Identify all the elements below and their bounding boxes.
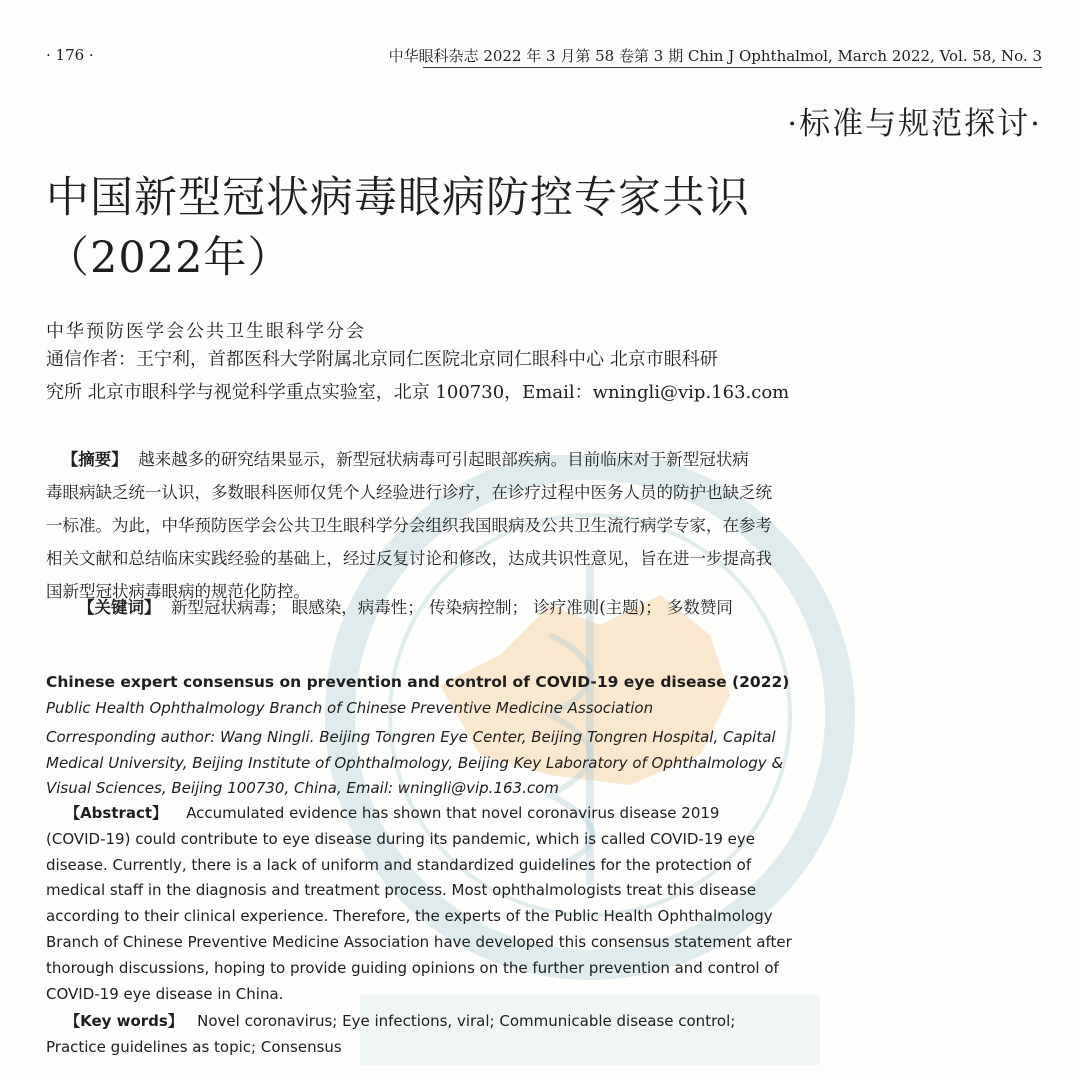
- zh-abstract-label: 【摘要】: [61, 450, 128, 469]
- page-number: · 176 ·: [46, 46, 94, 64]
- zh-keywords-text: 新型冠状病毒； 眼感染，病毒性； 传染病控制； 诊疗准则(主题)； 多数赞同: [171, 598, 733, 617]
- article-title: [46, 168, 846, 288]
- english-abstract-line-1: [46, 801, 852, 827]
- english-title: Chinese expert consensus on prevention and control of COVID-19 eye disease (2022): [46, 673, 790, 691]
- header-rule: [423, 67, 1042, 68]
- english-abstract-line-2: (COVID-19) could contribute to eye disease during its pandemic, which is called COVID-19 eye: [46, 829, 756, 848]
- english-abstract-line-3: disease. Currently, there is a lack of uniform and standardized guidelines for the protection of: [46, 855, 752, 874]
- zh-abstract: [46, 443, 856, 608]
- english-abstract-label: 【Abstract】: [65, 804, 168, 822]
- english-keywords-text-1: Novel coronavirus; Eye infections, viral; Communicable disease control;: [197, 1012, 736, 1030]
- english-abstract: [46, 801, 852, 1007]
- zh-keywords: [78, 594, 733, 618]
- zh-abstract-text-1: 越来越多的研究结果显示，新型冠状病毒可引起眼部疾病。目前临床对于新型冠状病: [138, 450, 749, 469]
- english-org: Public Health Ophthalmology Branch of Chinese Preventive Medicine Association: [46, 699, 654, 717]
- correspondence: [46, 343, 846, 409]
- title-line-1: 中国新型冠状病毒眼病防控专家共识: [46, 173, 750, 223]
- english-abstract-line-7: thorough discussions, hoping to provide guiding opinions on the further prevention and control of: [46, 958, 779, 977]
- english-abstract-line-6: Branch of Chinese Preventive Medicine Association have developed this consensus statement after: [46, 932, 792, 951]
- author-org: 中华预防医学会公共卫生眼科学分会: [46, 321, 366, 342]
- correspondence-line-1: 通信作者：王宁利，首都医科大学附属北京同仁医院北京同仁眼科中心 北京市眼科研: [46, 349, 718, 370]
- english-abstract-text-1: Accumulated evidence has shown that novel coronavirus disease 2019: [186, 804, 720, 822]
- correspondence-line-2: 究所 北京市眼科学与视觉科学重点实验室，北京 100730，Email：wningli@vip.163.com: [46, 382, 790, 403]
- zh-abstract-line-5: 国新型冠状病毒眼病的规范化防控。: [46, 582, 310, 601]
- english-abstract-line-8: COVID-19 eye disease in China.: [46, 984, 284, 1003]
- english-keywords: [46, 1008, 852, 1060]
- english-keywords-line-2: Practice guidelines as topic; Consensus: [46, 1038, 342, 1056]
- zh-abstract-line-2: 毒眼病缺乏统一认识，多数眼科医师仅凭个人经验进行诊疗，在诊疗过程中医务人员的防护也缺乏统: [46, 483, 772, 502]
- zh-abstract-line-4: 相关文献和总结临床实践经验的基础上，经过反复讨论和修改，达成共识性意见，旨在进一步提高我: [46, 549, 772, 568]
- title-line-2: （2022年）: [46, 233, 292, 283]
- english-abstract-line-5: according to their clinical experience. Therefore, the experts of the Public Health Ophthalmology: [46, 907, 773, 926]
- zh-abstract-line-3: 一标准。为此，中华预防医学会公共卫生眼科学分会组织我国眼病及公共卫生流行病学专家，在参考: [46, 516, 772, 535]
- zh-keywords-label: 【关键词】: [78, 598, 161, 617]
- column-heading: ·标准与规范探讨·: [787, 106, 1042, 142]
- english-keywords-line-1: [46, 1008, 852, 1034]
- english-correspondence-line-2: Medical University, Beijing Institute of Ophthalmology, Beijing Key Laboratory of Ophthalmology &: [46, 753, 784, 772]
- english-abstract-line-4: medical staff in the diagnosis and treatment process. Most ophthalmologists treat this disease: [46, 881, 757, 900]
- english-correspondence-line-3: Visual Sciences, Beijing 100730, China, Email: wningli@vip.163.com: [46, 779, 559, 797]
- english-keywords-label: 【Key words】: [65, 1012, 183, 1030]
- english-correspondence: [46, 725, 846, 802]
- english-correspondence-line-1: Corresponding author: Wang Ningli. Beijing Tongren Eye Center, Beijing Tongren Hospital, Capital: [46, 728, 776, 746]
- journal-header: 中华眼科杂志 2022 年 3 月第 58 卷第 3 期 Chin J Ophthalmol, March 2022, Vol. 58, No. 3: [388, 47, 1042, 65]
- zh-abstract-line-1: [46, 443, 856, 476]
